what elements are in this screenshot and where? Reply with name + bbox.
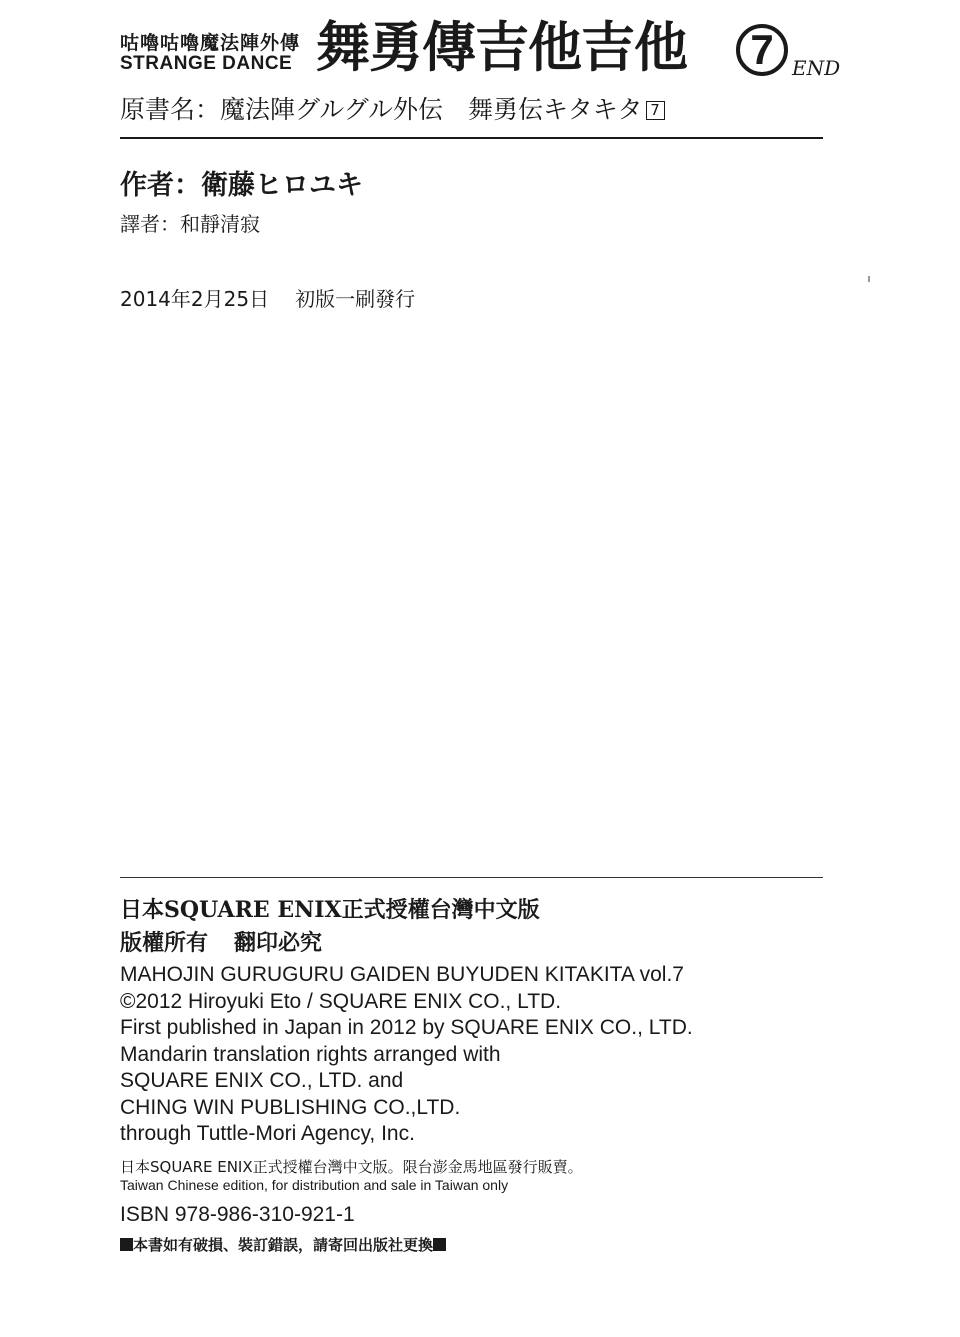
damage-notice	[120, 1234, 446, 1255]
copyright-line: ©2012 Hiroyuki Eto / SQUARE ENIX CO., LTD.	[120, 990, 562, 1013]
copyright-line: through Tuttle-Mori Agency, Inc.	[120, 1122, 415, 1145]
original-title-text: 原書名：魔法陣グルグル外伝 舞勇伝キタキタ	[120, 95, 643, 124]
copyright-line: CHING WIN PUBLISHING CO.,LTD.	[120, 1096, 461, 1119]
rights-reserved-1: 版權所有	[120, 930, 209, 956]
rights-divider	[120, 877, 823, 878]
publication-date-value: 2014年2月25日	[120, 287, 270, 311]
copyright-line: MAHOJIN GURUGURU GAIDEN BUYUDEN KITAKITA vol.7	[120, 963, 684, 986]
volume-number: 7	[736, 24, 788, 76]
copyright-line: SQUARE ENIX CO., LTD. and	[120, 1069, 404, 1092]
series-subtitle-zh: 咕嚕咕嚕魔法陣外傳	[120, 32, 301, 54]
header-divider	[120, 137, 823, 139]
rights-reserved-2: 翻印必究	[234, 930, 323, 956]
distribution-notice-zh: 日本SQUARE ENIX正式授權台灣中文版。限台澎金馬地區發行販賣。	[120, 1158, 583, 1176]
copyright-line: Mandarin translation rights arranged with	[120, 1043, 501, 1066]
scan-speck	[868, 276, 870, 282]
author-credit: 作者：衛藤ヒロユキ	[120, 170, 363, 201]
square-bullet-icon	[433, 1238, 446, 1251]
publication-date	[120, 283, 415, 312]
isbn: ISBN 978-986-310-921-1	[120, 1203, 355, 1226]
square-bullet-icon	[120, 1238, 133, 1251]
original-volume-box: 7	[646, 101, 665, 120]
translator-credit: 譯者：和靜清寂	[120, 212, 260, 236]
copyright-line: First published in Japan in 2012 by SQUARE ENIX CO., LTD.	[120, 1016, 693, 1039]
series-subtitle-en: STRANGE DANCE	[120, 53, 293, 74]
edition-label: 初版一刷發行	[295, 287, 416, 311]
original-title	[120, 90, 665, 126]
rights-reserved	[120, 926, 322, 957]
book-title: 舞勇傳吉他吉他	[316, 16, 687, 79]
end-mark: END	[792, 56, 841, 80]
distribution-notice-en: Taiwan Chinese edition, for distribution and sale in Taiwan only	[120, 1177, 509, 1193]
authorized-edition: 日本SQUARE ENIX正式授權台灣中文版	[120, 897, 540, 923]
damage-notice-text: 本書如有破損、裝訂錯誤，請寄回出版社更換	[133, 1236, 434, 1254]
